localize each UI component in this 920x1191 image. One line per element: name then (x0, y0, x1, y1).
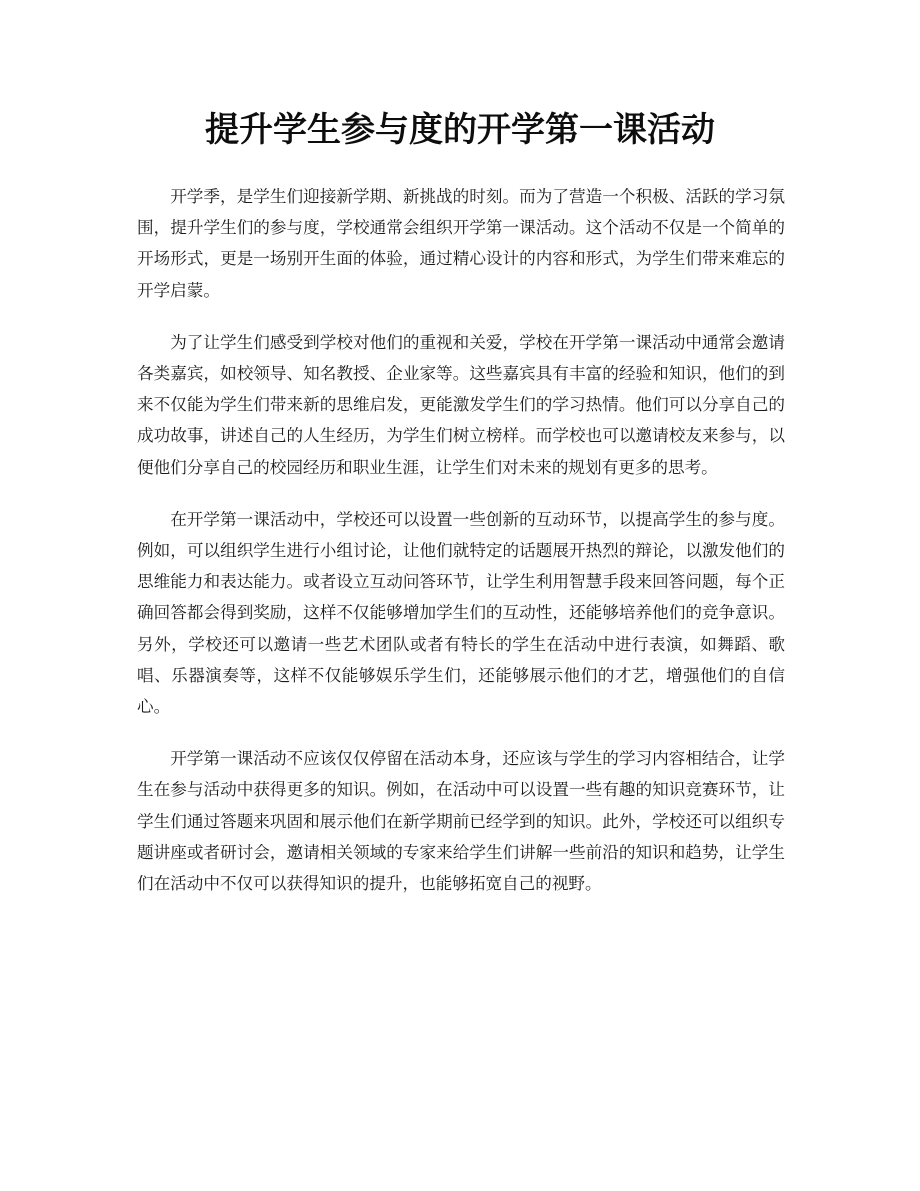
document-body (137, 181, 785, 920)
paragraph-3: 在开学第一课活动中，学校还可以设置一些创新的互动环节，以提高学生的参与度。例如，可以组织学生进行小组讨论，让他们就特定的话题展开热烈的辩论，以激发他们的思维能力和表达能力。或者设立互动问答环节，让学生利用智慧手段来回答问题，每个正确回答都会得到奖励，这样不仅能够增加学生们的互动性，还能够培养他们的竞争意识。另外，学校还可以邀请一些艺术团队或者有特长的学生在活动中进行表演，如舞蹈、歌唱、乐器演奏等，这样不仅能够娱乐学生们，还能够展示他们的才艺，增强他们的自信心。 (137, 509, 785, 717)
paragraph-4: 开学第一课活动不应该仅仅停留在活动本身，还应该与学生的学习内容相结合，让学生在参与活动中获得更多的知识。例如，在活动中可以设置一些有趣的知识竞赛环节，让学生们通过答题来巩固和展示他们在新学期前已经学到的知识。此外，学校还可以组织专题讲座或者研讨会，邀请相关领域的专家来给学生们讲解一些前沿的知识和趋势，让学生们在活动中不仅可以获得知识的提升，也能够拓宽自己的视野。 (137, 749, 785, 894)
paragraph-1: 开学季，是学生们迎接新学期、新挑战的时刻。而为了营造一个积极、活跃的学习氛围，提升学生们的参与度，学校通常会组织开学第一课活动。这个活动不仅是一个简单的开场形式，更是一场别开生面的体验，通过精心设计的内容和形式，为学生们带来难忘的开学启蒙。 (137, 187, 785, 300)
document-title: 提升学生参与度的开学第一课活动 (205, 110, 715, 150)
paragraph-2: 为了让学生们感受到学校对他们的重视和关爱，学校在开学第一课活动中通常会邀请各类嘉宾，如校领导、知名教授、企业家等。这些嘉宾具有丰富的经验和知识，他们的到来不仅能为学生们带来新的思维启发，更能激发学生们的学习热情。他们可以分享自己的成功故事，讲述自己的人生经历，为学生们树立榜样。而学校也可以邀请校友来参与，以便他们分享自己的校园经历和职业生涯，让学生们对未来的规划有更多的思考。 (137, 332, 785, 477)
